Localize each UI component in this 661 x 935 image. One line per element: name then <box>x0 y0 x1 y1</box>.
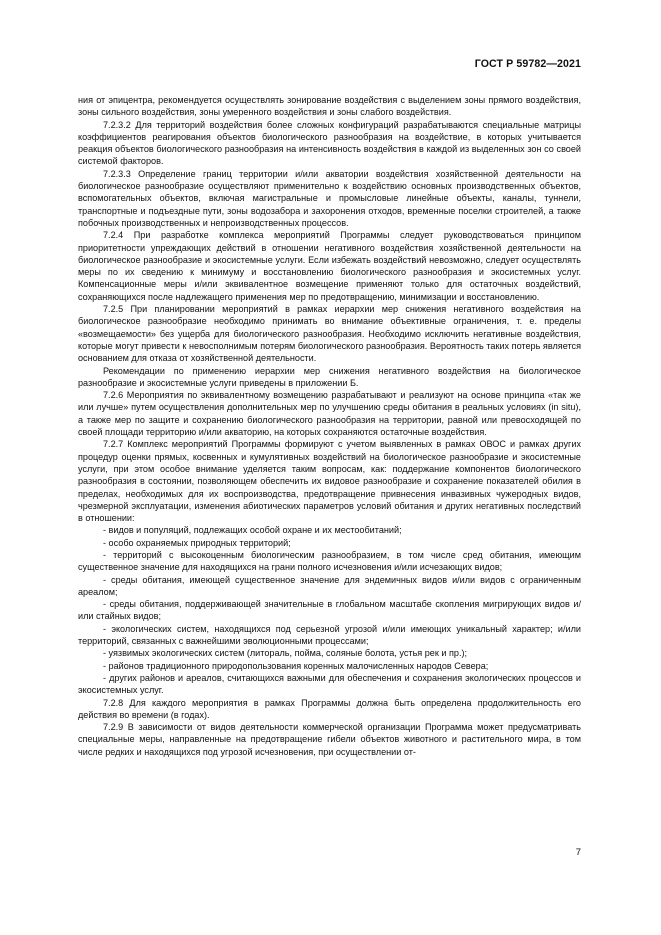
paragraph-recommendations: Рекомендации по применению иерархии мер снижения негативного воздействия на биологическое разнообразие и экосистемные услуги приведены в приложении Б. <box>78 365 581 388</box>
list-item: - уязвимых экологических систем (литораль, пойма, соляные болота, устья рек и пр.); <box>103 648 468 659</box>
paragraph-7-2-6: 7.2.6 Мероприятия по эквивалентному возмещению разрабатывают и реализуют на основе принципа «так же или лучше» путем осуществления дополнительных мер по улучшению среды обитания в реальных условиях (in situ), а также мер по защите и сохранению биологического разнообразия на территории, равной или превосходящей по своей площади территорию и/или акваторию, на которых сохраняются остаточные воздействия. <box>78 390 581 438</box>
paragraph-7-2-7: 7.2.7 Комплекс мероприятий Программы формируют с учетом выявленных в рамках ОВОС и рамках других процедур оценки прямых, косвенных и кумулятивных воздействий на биологическое разнообразие и экосистемные услуги, при этом особое внимание уделяется таким вопросам, как: поддержание компонентов биологического разнообразия в состоянии, позволяющем обеспечить их видовое разнообразие и сохранение показателей обилия в пределах, необходимых для их воспроизводства, предотвращение привнесения инвазивных чужеродных видов, чрезмерной эксплуатации, изменения абиотических параметров условий обитания и других негативных последствий в отношении: <box>78 439 581 524</box>
document-header <box>475 58 581 70</box>
list-item: - среды обитания, поддерживающей значительные в глобальном масштабе скопления мигрирующих видов и/или стайных видов; <box>78 599 581 622</box>
list-item: - среды обитания, имеющей существенное значение для эндемичных видов и/или видов с ограниченным ареалом; <box>78 574 581 597</box>
document-body <box>78 94 581 758</box>
paragraph-7-2-4: 7.2.4 При разработке комплекса мероприятий Программы следует руководствоваться принципом приоритетности упреждающих действий в отношении негативного воздействия хозяйственной деятельности на биологическое разнообразие и экосистемные услуги. Если избежать воздействий невозможно, следует осуществлять меры по их сведению к минимуму и восстановлению биологического разнообразия и экосистемных услуг. Компенсационные меры и/или эквивалентное возмещение применяют только для остаточных воздействий, сохраняющихся после надлежащего применения мер по предотвращению, минимизации и восстановлению. <box>78 230 581 302</box>
paragraph-7-2-5: 7.2.5 При планировании мероприятий в рамках иерархии мер снижения негативного воздействия на биологическое разнообразие необходимо принимать во внимание объективные ограничения, т. е. пределы «возмещаемости» без ущерба для биологического разнообразия. Необходимо исключить негативные воздействия, которые могут привести к невосполнимым потерям биологического разнообразия. Вероятность таких потерь является основанием для отказа от хозяйственной деятельности. <box>78 304 581 364</box>
paragraph-7-2-8: 7.2.8 Для каждого мероприятия в рамках Программы должна быть определена продолжительность его действия во времени (в годах). <box>78 697 581 720</box>
paragraph-7-2-9: 7.2.9 В зависимости от видов деятельности коммерческой организации Программа может предусматривать специальные меры, направленные на предотвращение гибели объектов животного и растительного мира, в том числе редких и находящихся под угрозой исчезновения, при осуществлении от- <box>78 722 581 757</box>
list-item: - экологических систем, находящихся под серьезной угрозой и/или имеющих уникальный характер; и/или территорий, связанных с важнейшими эволюционными процессами; <box>78 623 581 647</box>
list-item: - районов традиционного природопользования коренных малочисленных народов Севера; <box>103 660 489 671</box>
list-item: - территорий с высокоценным биологическим разнообразием, в том числе сред обитания, имеющим существенное значение для находящихся на грани полного исчезновения и/или исчезающих видов; <box>78 549 581 573</box>
paragraph-7-2-3-2: 7.2.3.2 Для территорий воздействия более сложных конфигураций разрабатываются специальные матрицы коэффициентов реагирования объектов биологического разнообразия на воздействие, в которых учитывается реакция объектов биологического разнообразия на интенсивность воздействия в каждой из выделенных зон со своей системой факторов. <box>78 119 581 167</box>
list-item: - особо охраняемых природных территорий; <box>103 537 291 548</box>
list-item: - других районов и ареалов, считающихся важными для обеспечения и сохранения экологических процессов и экосистемных услуг. <box>78 672 581 696</box>
page-number: 7 <box>575 847 581 858</box>
paragraph-7-2-3-3: 7.2.3.3 Определение границ территории и/или акватории воздействия хозяйственной деятельности на биологическое разнообразие осуществляют применительно к воздействию основных производственных объектов, вспомогательных объектов, включая магистральные и промысловые линейные объекты, каналы, туннели, транспортные и подъездные пути, зоны водозабора и захоронения отходов, временные поселки строителей, а также побочных производственных и непроизводственных процессов. <box>78 168 581 228</box>
list-item: - видов и популяций, подлежащих особой охране и их местообитаний; <box>103 525 402 536</box>
standard-number: ГОСТ Р 59782—2021 <box>474 58 581 70</box>
paragraph-continuation: ния от эпицентра, рекомендуется осуществлять зонирование воздействия с выделением зоны прямого воздействия, зоны сильного воздействия, зоны умеренного воздействия и зоны слабого воздействия. <box>78 95 581 118</box>
